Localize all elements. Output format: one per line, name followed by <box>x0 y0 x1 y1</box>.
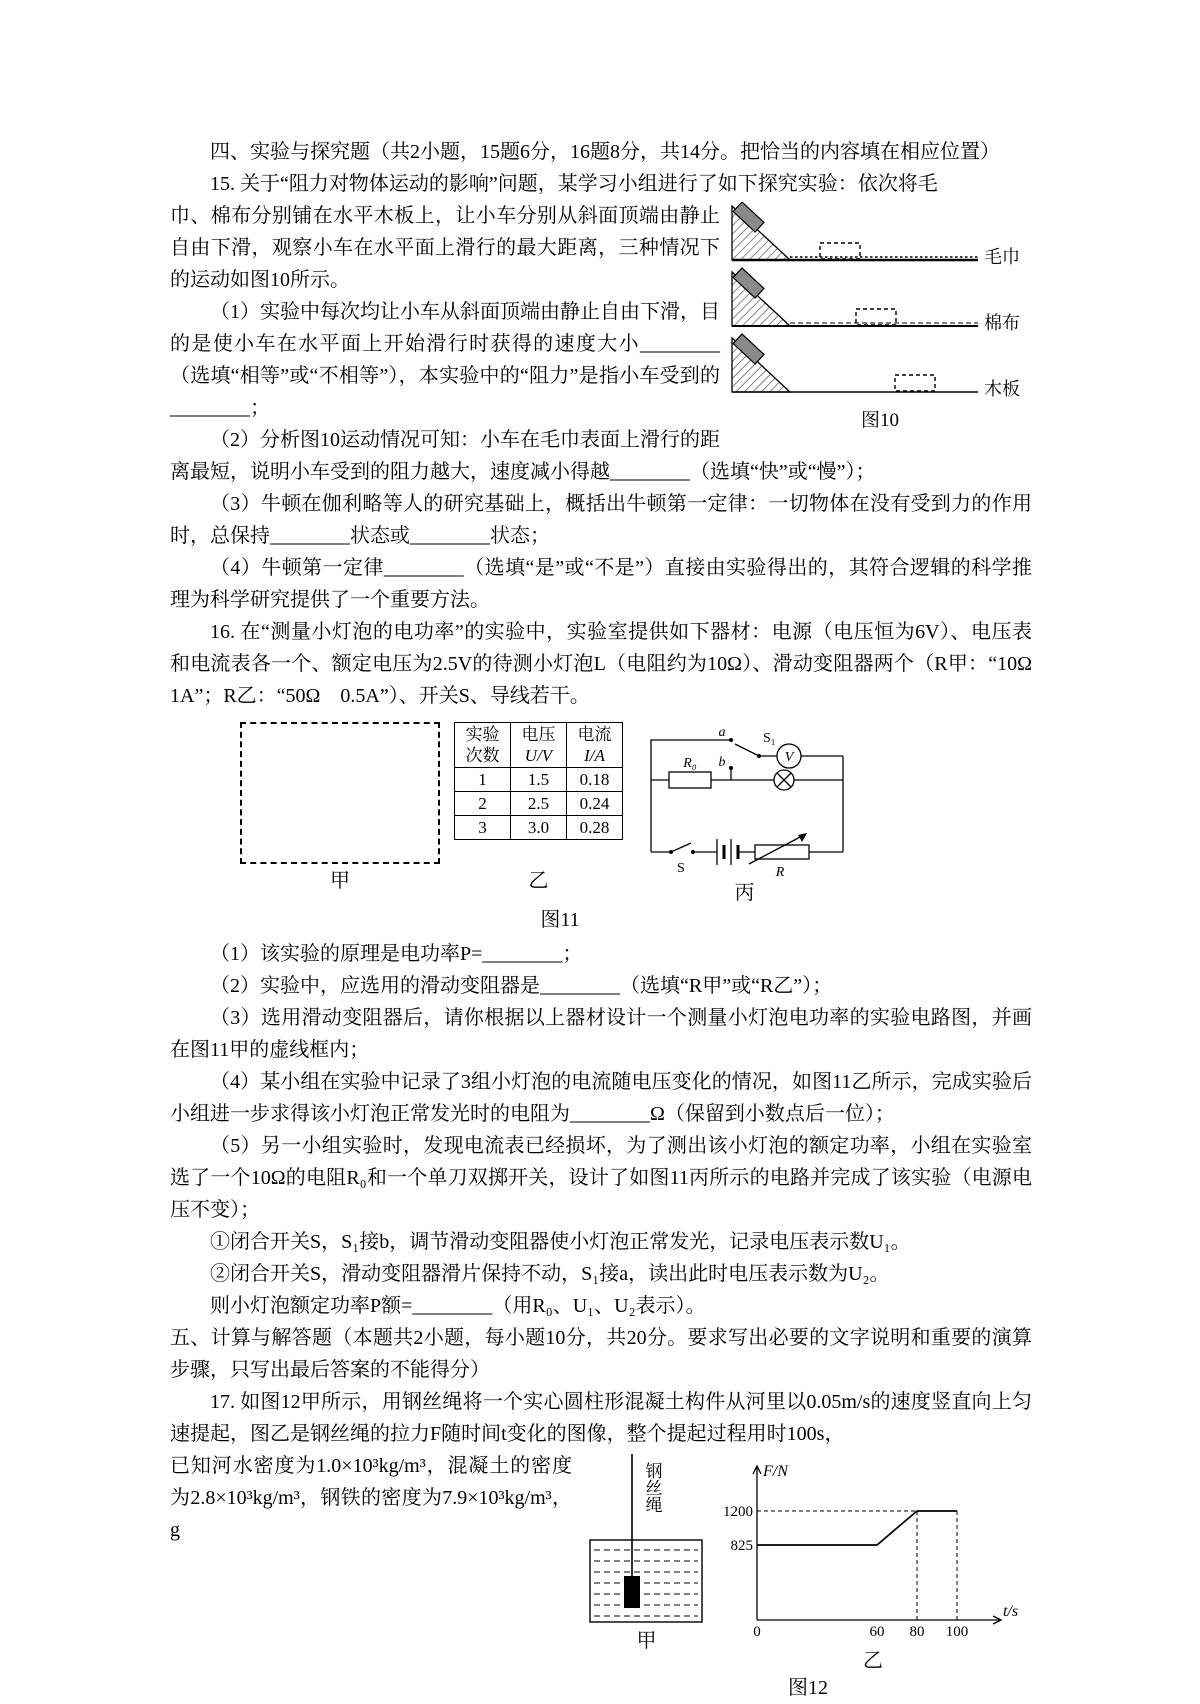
figure-11-bing <box>637 722 852 906</box>
figure-12-jia <box>584 1452 709 1654</box>
cell-current: 0.24 <box>567 792 623 816</box>
figure-11-yi-label: 乙 <box>528 870 549 892</box>
cell-trial: 3 <box>455 816 511 840</box>
cell-voltage: 1.5 <box>511 768 567 792</box>
xtick-60: 60 <box>869 1624 885 1640</box>
q15-intro-line1: 15. 关于“阻力对物体运动的影响”问题，某学习小组进行了如下探究实验：依次将毛 <box>210 173 938 195</box>
header-line: 电压 <box>521 725 556 744</box>
label-v: V <box>784 750 794 765</box>
switch-s1-lever <box>735 744 759 756</box>
table-row <box>455 768 623 792</box>
figure-11-yi <box>454 722 623 894</box>
experiment-table <box>454 722 623 840</box>
section-4-header: 四、实验与探究题（共2小题，15题6分，16题8分，共14分。把恰当的内容填在相应位置） <box>210 141 1000 163</box>
header-line: 实验 <box>465 725 500 744</box>
cell-voltage: 2.5 <box>511 792 567 816</box>
q16-sub5: （5）另一小组实验时，发现电流表已经损坏，为了测出该小灯泡的额定功率，小组在实验室选了一个10Ω的电阻R₀和一个单刀双掷开关，设计了如图11丙所示的电路并完成了该实验（电源电压不变）； <box>170 1135 1032 1221</box>
table-row <box>455 816 623 840</box>
figure-11-bing-label: 丙 <box>734 882 755 904</box>
q16-step2: ②闭合开关S，滑动变阻器滑片保持不动，S₁接a，读出此时电压表示数为U₂。 <box>210 1263 890 1285</box>
label-r0: R₀ <box>683 756 697 771</box>
circuit-wires <box>651 740 843 865</box>
figure-11-jia-label: 甲 <box>330 870 350 892</box>
header-line: 次数 <box>465 746 500 765</box>
q15-sub2: （2）分析图10运动情况可知：小车在毛巾表面上滑行的距离最短，说明小车受到的阻力越大，速度减小得越________（选填“快”或“慢”）； <box>170 429 876 483</box>
ytick-1200: 1200 <box>723 1504 753 1520</box>
cell-trial: 2 <box>455 792 511 816</box>
circuit-answer-box <box>240 722 440 864</box>
q16-intro: 16. 在“测量小灯泡的电功率”的实验中，实验室提供如下器材：电源（电压恒为6V）、电压表和电流表各一个、额定电压为2.5V的待测小灯泡L（电阻约为10Ω）、滑动变阻器两个（R甲：“10Ω 1A”；R乙：“50Ω 0.5A”）、开关S、导线若干。 <box>170 621 1052 707</box>
header-line: U/V <box>524 746 553 765</box>
q16-sub2: （2）实验中，应选用的滑动变阻器是________（选填“R甲”或“R乙”）； <box>210 975 833 997</box>
label-s: S <box>677 861 685 876</box>
track-cotton <box>732 268 1020 333</box>
q16-conclusion: 则小灯泡额定功率P额=________（用R₀、U₁、U₂表示）。 <box>210 1295 706 1317</box>
graph-xlabel: t/s <box>1003 1603 1019 1620</box>
q16-sub1: （1）该实验的原理是电功率P=________； <box>210 943 583 965</box>
label-a: a <box>718 725 726 740</box>
cell-current: 0.28 <box>567 816 623 840</box>
header-line: I/A <box>584 746 605 765</box>
figure-11-caption: 图11 <box>540 909 580 931</box>
figure-12-yi <box>717 1452 1029 1674</box>
graph-guides <box>757 1511 957 1620</box>
label-r: R <box>775 865 785 880</box>
header-line: 电流 <box>577 725 612 744</box>
concrete-block <box>624 1576 640 1608</box>
label-s1: S₁ <box>763 731 776 746</box>
table-header-current <box>567 723 623 768</box>
switch-s-lever <box>671 843 691 852</box>
figure-12 <box>584 1452 1032 1702</box>
cell-current: 0.18 <box>567 768 623 792</box>
force-time-graph <box>717 1452 1029 1648</box>
figure-12-yi-label: 乙 <box>863 1650 883 1672</box>
force-curve <box>757 1511 957 1545</box>
q15-sub1: （1）实验中每次均让小车从斜面顶端由静止自由下滑，目的是使小车在水平面上开始滑行时获得的速度大小________（选填“相等”或“不相等”），本实验中的“阻力”是指小车受到的________； <box>170 301 720 419</box>
q16-step1: ①闭合开关S，S₁接b，调节滑动变阻器使小灯泡正常发光，记录电压表示数U₁。 <box>210 1231 911 1253</box>
table-header-trial <box>455 723 511 768</box>
figure-10-caption: 图10 <box>860 410 900 431</box>
circuit-diagram <box>637 722 852 880</box>
q17-intro-part1: 17. 如图12甲所示，用钢丝绳将一个实心圆柱形混凝土构件从河里以0.05m/s的速度竖直向上匀速提起，图乙是钢丝绳的拉力F随时间t变化的图像，整个提起过程用时100s， <box>170 1391 1032 1445</box>
q15-sub4: （4）牛顿第一定律________（选填“是”或“不是”）直接由实验得出的，其符合逻辑的科学推理为科学研究提供了一个重要方法。 <box>170 557 1032 611</box>
ytick-825: 825 <box>730 1538 753 1554</box>
surface-label-cotton: 棉布 <box>984 313 1020 333</box>
cell-trial: 1 <box>455 768 511 792</box>
section-5-header: 五、计算与解答题（本题共2小题，每小题10分，共20分。要求写出必要的文字说明和重要的演算步骤，只写出最后答案的不能得分） <box>170 1327 1032 1381</box>
water-tank <box>590 1540 702 1622</box>
figure-12-caption: 图12 <box>788 1677 828 1699</box>
graph-ylabel: F/N <box>763 1463 788 1480</box>
figure-11 <box>240 722 880 934</box>
q17-intro-part2: 已知河水密度为1.0×10³kg/m³，混凝土的密度为2.8×10³kg/m³，钢铁的密度为7.9×10³kg/m³，g <box>170 1455 572 1541</box>
water-texture <box>594 1550 698 1616</box>
table-row <box>455 792 623 816</box>
q15-intro-rest: 巾、棉布分别铺在水平木板上，让小车分别从斜面顶端由静止自由下滑，观察小车在水平面上滑行的最大距离，三种情况下的运动如图10所示。 <box>170 205 720 291</box>
surface-label-wood: 木板 <box>984 379 1020 399</box>
q15-sub3: （3）牛顿在伽利略等人的研究基础上，概括出牛顿第一定律：一切物体在没有受到力的作用时，总保持________状态或________状态； <box>170 493 1032 547</box>
figure-10-drawing <box>730 202 1032 434</box>
q15-body <box>170 200 1032 488</box>
table-header-voltage <box>511 723 567 768</box>
xtick-0: 0 <box>753 1624 761 1640</box>
rheostat-arrow <box>749 835 804 864</box>
surface-label-towel: 毛巾 <box>984 247 1020 267</box>
figure-12-jia-label: 甲 <box>636 1630 657 1652</box>
q17-body <box>170 1450 1032 1704</box>
figure-12-row <box>584 1452 1032 1674</box>
xtick-80: 80 <box>909 1624 925 1640</box>
lifting-diagram <box>584 1452 709 1628</box>
figure-11-jia <box>240 722 440 894</box>
q16-sub3: （3）选用滑动变阻器后，请你根据以上器材设计一个测量小灯泡电功率的实验电路图，并画在图11甲的虚线框内； <box>170 1007 1032 1061</box>
cart-stop-position <box>895 375 935 391</box>
q16-sub4: （4）某小组在实验中记录了3组小灯泡的电流随电压变化的情况，如图11乙所示，完成实验后小组进一步求得该小灯泡正常发光时的电阻为________Ω（保留到小数点后一位）； <box>170 1071 1032 1125</box>
figure-11-row <box>240 722 880 906</box>
table-header-row <box>455 723 623 768</box>
track-wood <box>732 334 1020 399</box>
track-towel <box>732 202 1020 267</box>
wire-rope-label: 钢丝绳 <box>642 1462 662 1513</box>
cell-voltage: 3.0 <box>511 816 567 840</box>
resistor-r0 <box>669 772 711 788</box>
xtick-100: 100 <box>945 1624 969 1640</box>
figure-10 <box>730 202 1032 444</box>
label-b: b <box>718 755 726 770</box>
